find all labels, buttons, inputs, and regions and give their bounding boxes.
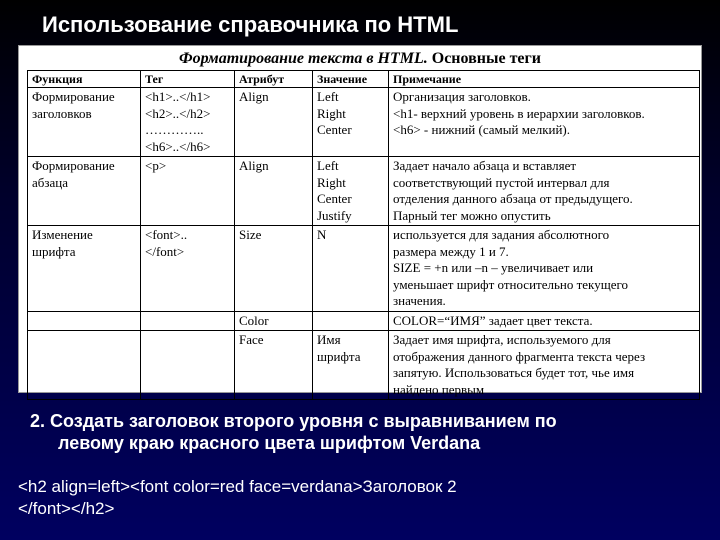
cell-line: Face — [239, 332, 264, 347]
cell-line: используется для задания абсолютного — [393, 227, 610, 242]
column-header-attribute: Атрибут — [235, 71, 313, 88]
table-body — [28, 88, 700, 400]
table-cell-function — [28, 226, 141, 312]
document-title — [19, 50, 701, 68]
table-cell-attribute — [235, 331, 313, 400]
document-title-suffix: Основные теги — [427, 50, 542, 67]
table-cell-value — [313, 331, 389, 400]
cell-line: Изменение — [32, 227, 93, 242]
task-text — [30, 410, 690, 454]
cell-line: <font>.. — [145, 227, 188, 242]
table-cell-note — [389, 311, 700, 331]
cell-line: Size — [239, 227, 262, 242]
table-row — [28, 331, 700, 400]
table-cell-note — [389, 226, 700, 312]
cell-line: Center — [317, 122, 352, 137]
cell-line: Align — [239, 158, 269, 173]
code-line-1: <h2 align=left><font color=red face=verdana>Заголовок 2 — [18, 477, 457, 496]
reference-table — [27, 70, 700, 400]
table-header-row — [28, 71, 700, 88]
cell-line: Align — [239, 89, 269, 104]
table-cell-attribute — [235, 226, 313, 312]
cell-line: <h2>..</h2> — [145, 105, 211, 121]
cell-line: <h1>..</h1> — [145, 89, 211, 104]
cell-line: Задает начало абзаца и вставляет — [393, 158, 577, 173]
cell-line: Задает имя шрифта, используемого для — [393, 332, 611, 347]
table-cell-function — [28, 88, 141, 157]
cell-line: <h1- верхний уровень в иерархии заголовков. — [393, 105, 645, 121]
table-cell-tag — [141, 226, 235, 312]
cell-line: отделения данного абзаца от предыдущего. — [393, 191, 633, 206]
code-answer — [18, 476, 708, 520]
table-cell-tag — [141, 88, 235, 157]
column-header-note: Примечание — [389, 71, 700, 88]
cell-line: ………….. — [145, 122, 204, 137]
document-title-main: Форматирование текста в HTML. — [178, 50, 428, 67]
task-line-1: 2. Создать заголовок второго уровня с выравниванием по — [30, 411, 557, 431]
table-cell-note — [389, 88, 700, 157]
cell-line: Имя — [317, 332, 341, 347]
cell-line: Left — [317, 89, 339, 104]
table-cell-value — [313, 226, 389, 312]
cell-line: шрифта — [32, 243, 76, 259]
cell-line: Color — [239, 312, 269, 328]
cell-line: значения. — [393, 293, 446, 308]
cell-line: Center — [317, 191, 352, 206]
table-cell-function — [28, 157, 141, 226]
column-header-function: Функция — [28, 71, 141, 88]
cell-line: N — [317, 227, 327, 242]
table-cell-tag — [141, 331, 235, 400]
cell-line: найдено первым — [393, 381, 485, 397]
cell-line: запятую. Использоваться будет тот, чье имя — [393, 365, 635, 380]
cell-line: абзаца — [32, 174, 69, 190]
cell-line: соответствующий пустой интервал для — [393, 174, 610, 190]
table-cell-tag — [141, 311, 235, 331]
cell-line: Формирование — [32, 158, 115, 173]
cell-line: отображения данного фрагмента текста через — [393, 348, 646, 364]
table-cell-value — [313, 88, 389, 157]
table-cell-value — [313, 157, 389, 226]
column-header-value: Значение — [313, 71, 389, 88]
table-row — [28, 157, 700, 226]
cell-line: Right — [317, 174, 346, 190]
cell-line: Left — [317, 158, 339, 173]
cell-line: шрифта — [317, 348, 361, 364]
cell-line: размера между 1 и 7. — [393, 243, 509, 259]
table-cell-function — [28, 311, 141, 331]
table-cell-function — [28, 331, 141, 400]
cell-line: уменьшает шрифт относительно текущего — [393, 276, 628, 292]
cell-line: заголовков — [32, 105, 92, 121]
table-cell-value — [313, 311, 389, 331]
slide-title: Использование справочника по HTML — [42, 12, 459, 37]
table-cell-note — [389, 331, 700, 400]
reference-document — [18, 45, 702, 397]
cell-line: </font> — [145, 243, 185, 259]
task-line-2: левому краю красного цвета шрифтом Verdana — [58, 433, 481, 453]
table-row — [28, 311, 700, 331]
table-cell-attribute — [235, 311, 313, 331]
cell-line: Парный тег можно опустить — [393, 207, 551, 223]
table-row — [28, 226, 700, 312]
table-cell-attribute — [235, 88, 313, 157]
table-row — [28, 88, 700, 157]
cell-line: COLOR=“ИМЯ” задает цвет текста. — [393, 312, 593, 328]
cell-line: Justify — [317, 207, 352, 223]
table-cell-note — [389, 157, 700, 226]
cell-line: SIZE = +n или –n – увеличивает или — [393, 260, 594, 275]
table-cell-attribute — [235, 157, 313, 226]
cell-line: <h6> - нижний (самый мелкий). — [393, 122, 570, 137]
cell-line: <p> — [145, 158, 167, 173]
code-line-2: </font></h2> — [18, 499, 115, 518]
cell-line: Формирование — [32, 89, 115, 104]
table-cell-tag — [141, 157, 235, 226]
cell-line: Right — [317, 105, 346, 121]
cell-line: <h6>..</h6> — [145, 138, 211, 154]
column-header-tag: Тег — [141, 71, 235, 88]
cell-line: Организация заголовков. — [393, 89, 531, 104]
